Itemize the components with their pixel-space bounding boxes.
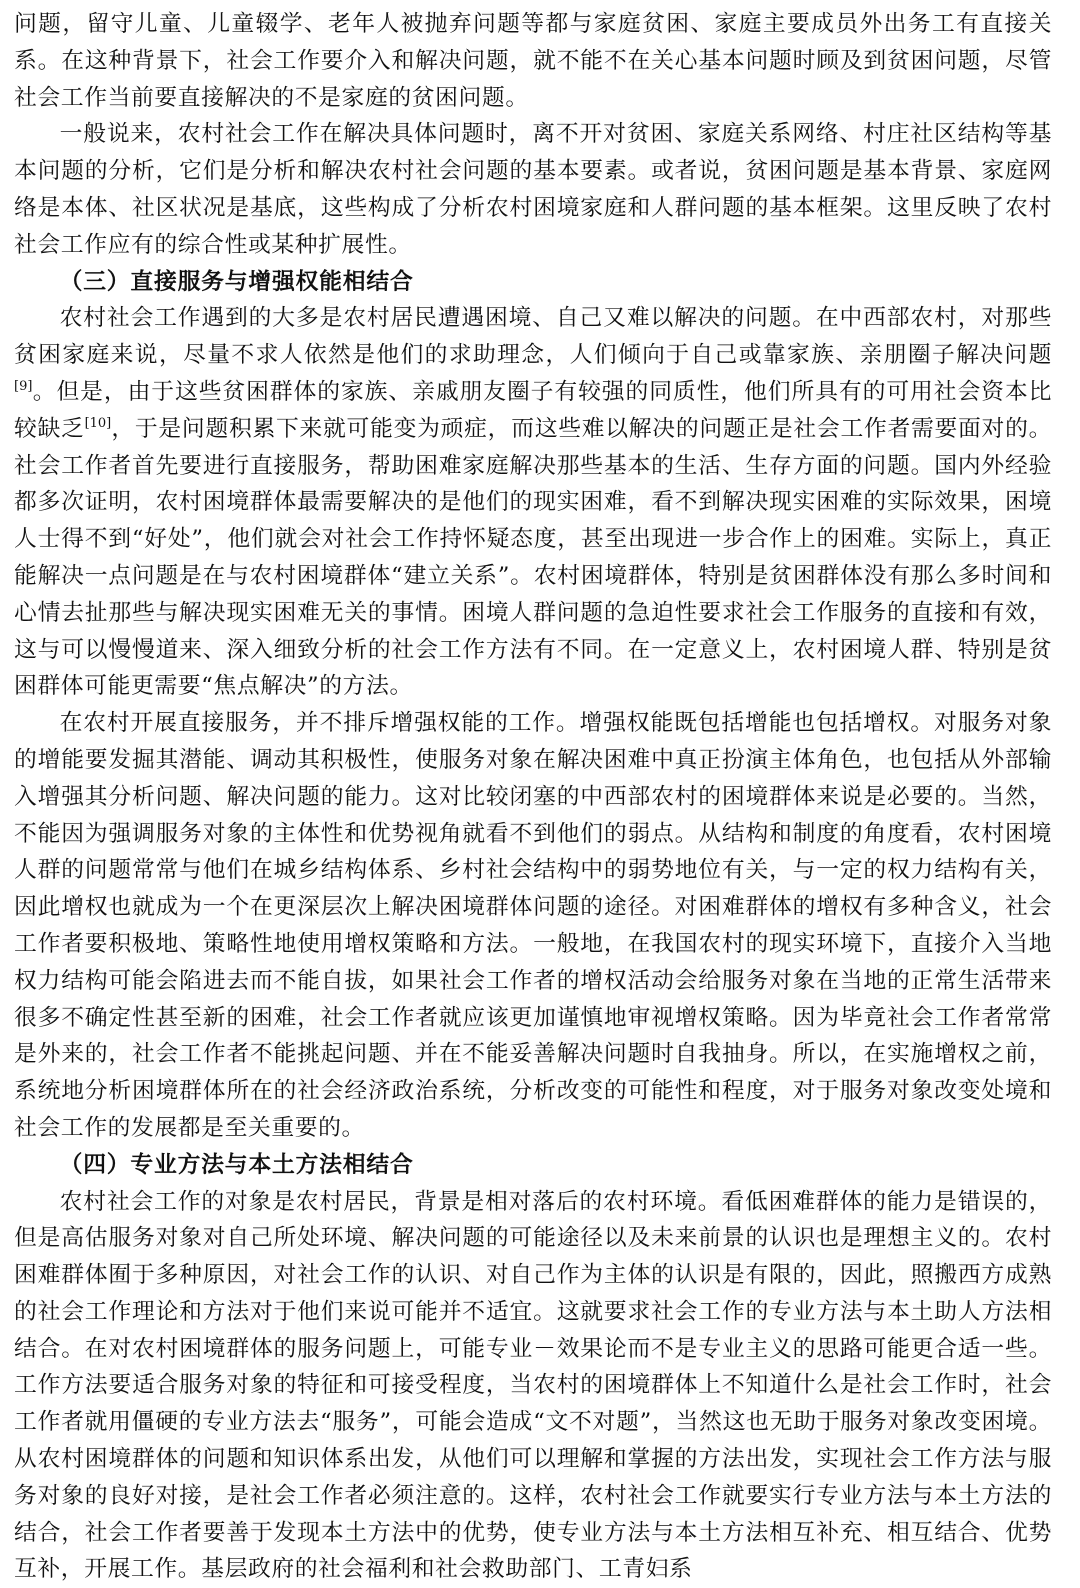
paragraph-text-segment: ，于是问题积累下来就可能变为顽症，而这些难以解决的问题正是社会工作者需要面对的。社会工作者首先要进行直接服务，帮助困难家庭解决那些基本的生活、生存方面的问题。国内外经验都多次证明，农村困境群体最需要解决的是他们的现实困难，看不到解决现实困难的实际效果，困境人士得不到“好处”，他们就会对社会工作持怀疑态度，甚至出现进一步合作上的困难。实际上，真正能解决一点问题是在与农村困境群体“建立关系”。农村困境群体，特别是贫困群体没有那么多时间和心情去扯那些与解决现实困难无关的事情。困境人群问题的急迫性要求社会工作服务的直接和有效，这与可以慢慢道来、深入细致分析的社会工作方法有不同。在一定意义上，农村困境人群、特别是贫困群体可能更需要“焦点解决”的方法。 [14,416,1052,700]
section-heading-3: （三）直接服务与增强权能相结合 [14,264,1052,301]
paragraph-professional-methods: 农村社会工作的对象是农村居民，背景是相对落后的农村环境。看低困难群体的能力是错误的，但是高估服务对象对自己所处环境、解决问题的可能途径以及未来前景的认识也是理想主义的。农村困难群体囿于多种原因，对社会工作的认识、对自己作为主体的认识是有限的，因此，照搬西方成熟的社会工作理论和方法对于他们来说可能并不适宜。这就要求社会工作的专业方法与本土助人方法相结合。在对农村困境群体的服务问题上，可能专业－效果论而不是专业主义的思路可能更合适一些。工作方法要适合服务对象的特征和可接受程度，当农村的困境群体上不知道什么是社会工作时，社会工作者就用僵硬的专业方法去“服务”，可能会造成“文不对题”，当然这也无助于服务对象改变困境。从农村困境群体的问题和知识体系出发，从他们可以理解和掌握的方法出发，实现社会工作方法与服务对象的良好对接，是社会工作者必须注意的。这样，农村社会工作就要实行专业方法与本土方法的结合，社会工作者要善于发现本土方法中的优势，使专业方法与本土方法相互补充、相互结合、优势互补，开展工作。基层政府的社会福利和社会救助部门、工青妇系 [14,1184,1052,1588]
paragraph-empowerment: 在农村开展直接服务，并不排斥增强权能的工作。增强权能既包括增能也包括增权。对服务对象的增能要发掘其潜能、调动其积极性，使服务对象在解决困难中真正扮演主体角色，也包括从外部输入增强其分析问题、解决问题的能力。这对比较闭塞的中西部农村的困境群体来说是必要的。当然，不能因为强调服务对象的主体性和优势视角就看不到他们的弱点。从结构和制度的角度看，农村困境人群的问题常常与他们在城乡结构体系、乡村社会结构中的弱势地位有关，与一定的权力结构有关，因此增权也就成为一个在更深层次上解决困境群体问题的途径。对困难群体的增权有多种含义，社会工作者要积极地、策略性地使用增权策略和方法。一般地，在我国农村的现实环境下，直接介入当地权力结构可能会陷进去而不能自拔，如果社会工作者的增权活动会给服务对象在当地的正常生活带来很多不确定性甚至新的困难，社会工作者就应该更加谨慎地审视增权策略。因为毕竟社会工作者常常是外来的，社会工作者不能挑起问题、并在不能妥善解决问题时自我抽身。所以，在实施增权之前，系统地分析困境群体所在的社会经济政治系统，分析改变的可能性和程度，对于服务对象改变处境和社会工作的发展都是至关重要的。 [14,705,1052,1147]
paragraph-text-segment: 农村社会工作遇到的大多是农村居民遭遇困境、自己又难以解决的问题。在中西部农村，对那些贫困家庭来说，尽量不求人依然是他们的求助理念，人们倾向于自己或靠家族、亲朋圈子解决问题 [14,305,1052,368]
paragraph-direct-service [14,300,1052,705]
paragraph-text-segment: 。但是，由于这些贫困群体的家族、亲戚朋友圈子有较强的同质性，他们所具有的可用社会资本比较缺乏 [14,379,1052,442]
paragraph-continuation: 问题，留守儿童、儿童辍学、老年人被抛弃问题等都与家庭贫困、家庭主要成员外出务工有直接关系。在这种背景下，社会工作要介入和解决问题，就不能不在关心基本问题时顾及到贫困问题，尽管社会工作当前要直接解决的不是家庭的贫困问题。 [14,6,1052,116]
footnote-ref-10[interactable]: [10] [85,416,112,431]
document-page [14,6,1052,1588]
footnote-ref-9[interactable]: [9] [14,379,32,394]
paragraph-analysis-framework: 一般说来，农村社会工作在解决具体问题时，离不开对贫困、家庭关系网络、村庄社区结构等基本问题的分析，它们是分析和解决农村社会问题的基本要素。或者说，贫困问题是基本背景、家庭网络是本体、社区状况是基底，这些构成了分析农村困境家庭和人群问题的基本框架。这里反映了农村社会工作应有的综合性或某种扩展性。 [14,116,1052,263]
section-heading-4: （四）专业方法与本土方法相结合 [14,1147,1052,1184]
